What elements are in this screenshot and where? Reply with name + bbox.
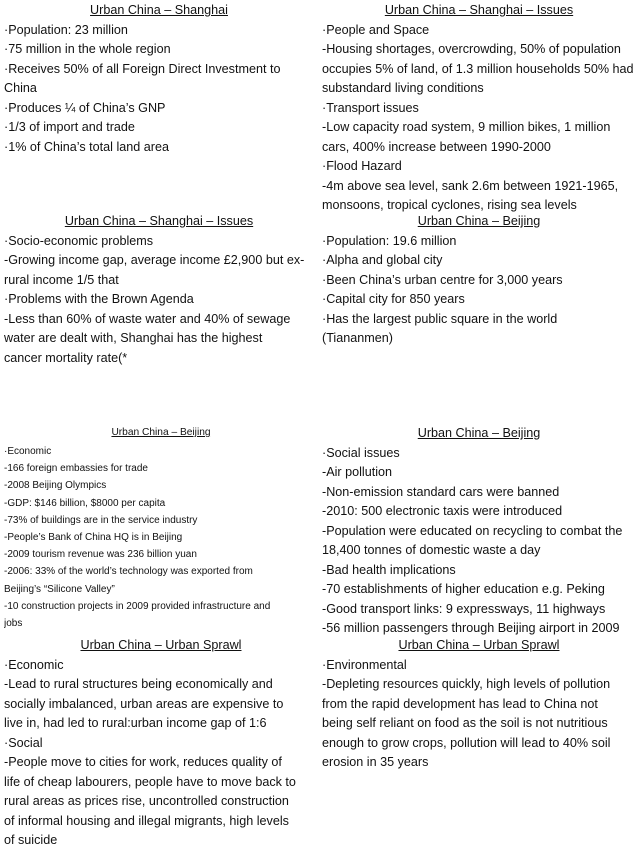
card-line: socially imbalanced, urban areas are expensive to bbox=[4, 696, 284, 711]
card-line: -Air pollution bbox=[322, 465, 392, 479]
card-shanghai-issues-1 bbox=[322, 1, 636, 216]
card-line: ·Social bbox=[4, 735, 43, 750]
card-line: -Good transport links: 9 expressways, 11 highways bbox=[322, 601, 606, 616]
card-line: ·Capital city for 850 years bbox=[322, 292, 465, 306]
card-line: jobs bbox=[4, 618, 23, 630]
card-line: -Less than 60% of waste water and 40% of sewage bbox=[4, 311, 291, 326]
card-beijing-economic bbox=[4, 425, 318, 632]
card-line: ·Been China’s urban centre for 3,000 years bbox=[322, 272, 563, 287]
card-line: ·Economic bbox=[4, 657, 64, 672]
card-line: ·People and Space bbox=[322, 22, 430, 37]
card-title: Urban China – Urban Sprawl bbox=[398, 638, 560, 652]
card-line: (Tiananmen) bbox=[322, 331, 393, 345]
card-line: -166 foreign embassies for trade bbox=[4, 463, 148, 475]
card-line: -56 million passengers through Beijing airport in 2009 bbox=[322, 621, 620, 635]
card-title: Urban China – Shanghai – Issues bbox=[64, 214, 254, 228]
card-title: Urban China – Beijing bbox=[111, 427, 211, 438]
card-line: -2006: 33% of the world’s technology was exported from bbox=[4, 566, 253, 578]
card-line: -People’s Bank of China HQ is in Beijing bbox=[4, 532, 183, 544]
card-line: cars, 400% increase between 1990-2000 bbox=[322, 139, 551, 154]
card-title: Urban China – Beijing bbox=[417, 214, 541, 228]
card-title: Urban China – Shanghai bbox=[90, 3, 228, 17]
card-line: -GDP: $146 billion, $8000 per capita bbox=[4, 497, 166, 509]
card-line: rural income 1/5 that bbox=[4, 272, 119, 287]
card-line: -Bad health implications bbox=[322, 562, 456, 577]
card-line: ·Problems with the Brown Agenda bbox=[4, 292, 194, 306]
card-beijing-overview bbox=[322, 212, 636, 349]
card-shanghai-issues-2 bbox=[4, 212, 314, 368]
card-line: ·Economic bbox=[4, 446, 52, 457]
card-line: live in, had led to rural:urban income gap of 1:6 bbox=[4, 716, 267, 730]
card-line: ·1% of China’s total land area bbox=[4, 139, 169, 154]
card-shanghai-overview bbox=[4, 1, 314, 157]
card-line: being self reliant on food as the soil is not nutritious bbox=[322, 716, 608, 730]
card-beijing-social bbox=[322, 424, 636, 639]
card-line: -Low capacity road system, 9 million bikes, 1 million bbox=[322, 120, 611, 134]
card-line: of informal housing and illegal migrants, high levels bbox=[4, 813, 289, 828]
card-title: Urban China – Urban Sprawl bbox=[80, 638, 242, 652]
card-line: -4m above sea level, sank 2.6m between 1921-1965, bbox=[322, 178, 619, 193]
card-sprawl-economic-social bbox=[4, 636, 318, 851]
card-line: China bbox=[4, 81, 37, 95]
card-title: Urban China – Shanghai – Issues bbox=[384, 3, 574, 17]
card-line: 18,400 tonnes of domestic waste a day bbox=[322, 543, 541, 557]
card-line: -2010: 500 electronic taxis were introduced bbox=[322, 504, 563, 518]
card-line: -People move to cities for work, reduces quality of bbox=[4, 755, 282, 769]
card-line: monsoons, tropical cyclones, rising sea levels bbox=[322, 198, 577, 212]
card-title: Urban China – Beijing bbox=[417, 426, 541, 440]
card-line: -10 construction projects in 2009 provided infrastructure and bbox=[4, 600, 271, 612]
card-line: -Non-emission standard cars were banned bbox=[322, 484, 560, 499]
card-line: -Housing shortages, overcrowding, 50% of population bbox=[322, 42, 621, 56]
card-line: rural areas as prices rise, uncontrolled construction bbox=[4, 794, 289, 808]
card-line: of suicide bbox=[4, 833, 58, 847]
card-line: -Growing income gap, average income £2,900 but ex- bbox=[4, 253, 305, 267]
card-line: life of cheap labourers, people have to move back to bbox=[4, 774, 296, 789]
card-line: -70 establishments of higher education e.g. Peking bbox=[322, 582, 605, 596]
card-line: ·Environmental bbox=[322, 657, 407, 672]
card-line: ·Produces ¼ of China’s GNP bbox=[4, 100, 166, 115]
card-line: ·1/3 of import and trade bbox=[4, 120, 135, 134]
card-line: erosion in 35 years bbox=[322, 755, 429, 769]
card-line: from the rapid development has lead to China not bbox=[322, 696, 598, 711]
card-line: occupies 5% of land, of 1.3 million households 50% had bbox=[322, 61, 634, 76]
card-line: -2009 tourism revenue was 236 billion yuan bbox=[4, 549, 197, 561]
card-line: ·Social issues bbox=[322, 445, 400, 460]
card-line: -Population were educated on recycling to combat the bbox=[322, 523, 623, 538]
card-line: -2008 Beijing Olympics bbox=[4, 480, 107, 492]
card-line: -Depleting resources quickly, high levels of pollution bbox=[322, 677, 611, 691]
card-line: water are dealt with, Shanghai has the highest bbox=[4, 331, 263, 345]
card-line: substandard living conditions bbox=[322, 81, 484, 95]
card-line: ·Alpha and global city bbox=[322, 253, 443, 267]
card-line: ·Population: 19.6 million bbox=[322, 233, 457, 248]
card-line: -73% of buildings are in the service industry bbox=[4, 514, 198, 526]
card-line: enough to grow crops, pollution will lead to 40% soil bbox=[322, 735, 611, 750]
card-line: ·Has the largest public square in the world bbox=[322, 311, 558, 326]
card-line: ·75 million in the whole region bbox=[4, 42, 171, 56]
card-line: ·Receives 50% of all Foreign Direct Investment to bbox=[4, 61, 281, 76]
card-line: ·Socio-economic problems bbox=[4, 233, 154, 248]
card-sprawl-environmental bbox=[322, 636, 636, 773]
card-line: ·Transport issues bbox=[322, 100, 419, 115]
card-line: ·Flood Hazard bbox=[322, 159, 402, 173]
card-line: Beijing’s “Silicone Valley” bbox=[4, 583, 115, 595]
card-line: -Lead to rural structures being economically and bbox=[4, 677, 273, 691]
card-line: ·Population: 23 million bbox=[4, 22, 128, 37]
card-line: cancer mortality rate(* bbox=[4, 350, 128, 365]
